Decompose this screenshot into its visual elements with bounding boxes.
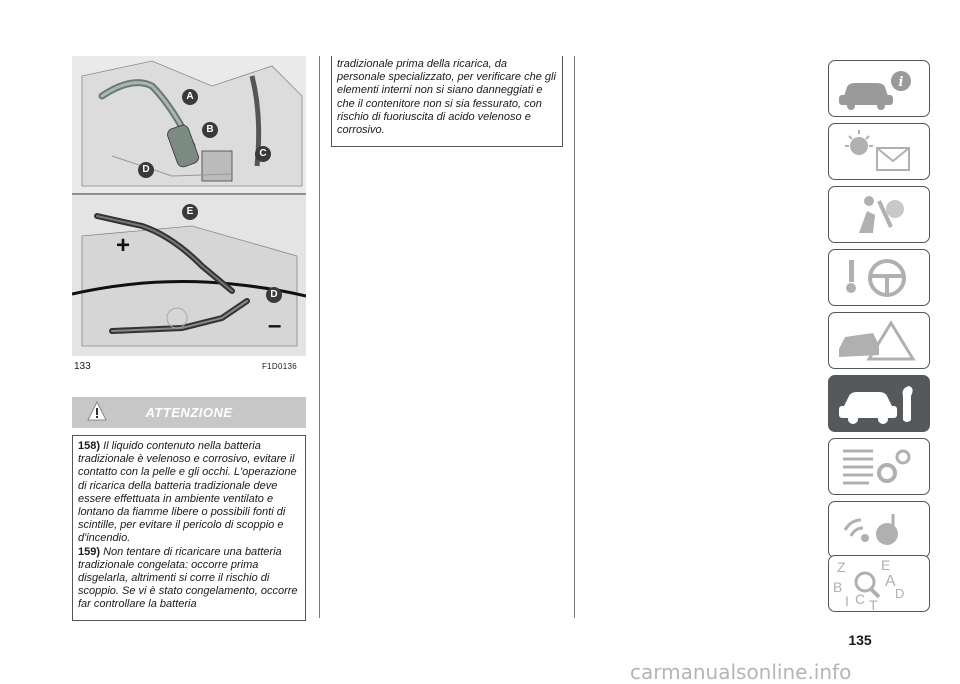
warning-lights-icon	[829, 124, 929, 179]
warning-title: ATTENZIONE	[145, 405, 233, 420]
tab-car-info[interactable]	[828, 60, 930, 117]
warning-item-number: 159)	[78, 545, 101, 558]
tab-starting-driving[interactable]	[828, 249, 930, 306]
warning-header	[72, 397, 306, 428]
tab-warning-lights[interactable]	[828, 123, 930, 180]
car-info-icon	[829, 61, 929, 116]
callout-a: A	[182, 89, 198, 105]
figure-code: F1D0136	[262, 362, 298, 371]
minus-sign: –	[268, 312, 282, 339]
warning-item-158	[78, 440, 301, 546]
emergency-icon	[829, 313, 929, 368]
tab-emergency[interactable]	[828, 312, 930, 369]
continuation-text: tradizionale prima della ricarica, da personale specializzato, per verificare che gli elementi interni non si siano danneggiati e che il contenitore non si sia fessurato, con rischio di fuoriuscita di acido velenoso e corrosivo.	[337, 58, 556, 137]
watermark: carmanualsonline.info	[630, 660, 852, 684]
tab-safety[interactable]	[828, 186, 930, 243]
index-letter: A	[885, 573, 896, 590]
index-letter: B	[833, 579, 843, 595]
steering-wheel-icon	[829, 250, 929, 305]
index-letter: Z	[837, 559, 846, 575]
column-divider	[574, 56, 575, 618]
warning-body	[72, 435, 306, 621]
warning-item-text: Non tentare di ricaricare una batteria tradizionale congelata: occorre prima disgelarla, altrimenti si corre il rischio di scoppio. Se vi è stato congelamento, occorre far controllare la batteria	[78, 545, 298, 611]
warning-item-text: Il liquido contenuto nella batteria tradizionale è velenoso e corrosivo, evitare il contatto con la pelle e gli occhi. L'operazione di ricarica della batteria tradizionale deve essere effettuata in ambiente ventilato e lontano da fiamme libere o possibili fonti di scintille, per evitare il pericolo di scoppio e d'incendio.	[78, 440, 297, 545]
warning-item-159	[78, 546, 301, 612]
safety-airbag-icon	[829, 187, 929, 242]
technical-data-icon	[829, 439, 929, 494]
callout-b: B	[202, 122, 218, 138]
callout-e: E	[182, 204, 198, 220]
warning-item-number: 158)	[78, 440, 101, 452]
index-letter: I	[845, 593, 849, 609]
tab-technical-data[interactable]	[828, 438, 930, 495]
tab-index[interactable]	[828, 555, 930, 612]
callout-d-lower: D	[266, 287, 282, 303]
tab-maintenance[interactable]	[828, 375, 930, 432]
multimedia-icon	[829, 502, 929, 557]
index-letter: D	[895, 586, 905, 601]
index-letter: C	[855, 591, 866, 607]
figure-number: 133	[74, 361, 91, 372]
warning-continuation	[331, 56, 563, 147]
car-maintenance-icon	[829, 376, 929, 431]
tab-multimedia[interactable]	[828, 501, 930, 558]
index-icon	[829, 556, 929, 611]
battery-figure	[72, 56, 306, 356]
plus-sign: +	[116, 232, 131, 259]
page-number: 135	[848, 632, 872, 648]
column-divider	[319, 56, 320, 618]
callout-d: D	[138, 162, 154, 178]
index-letter: T	[869, 597, 878, 611]
svg-text:i: i	[898, 75, 904, 90]
callout-c: C	[255, 146, 271, 162]
index-letter: E	[881, 557, 891, 573]
